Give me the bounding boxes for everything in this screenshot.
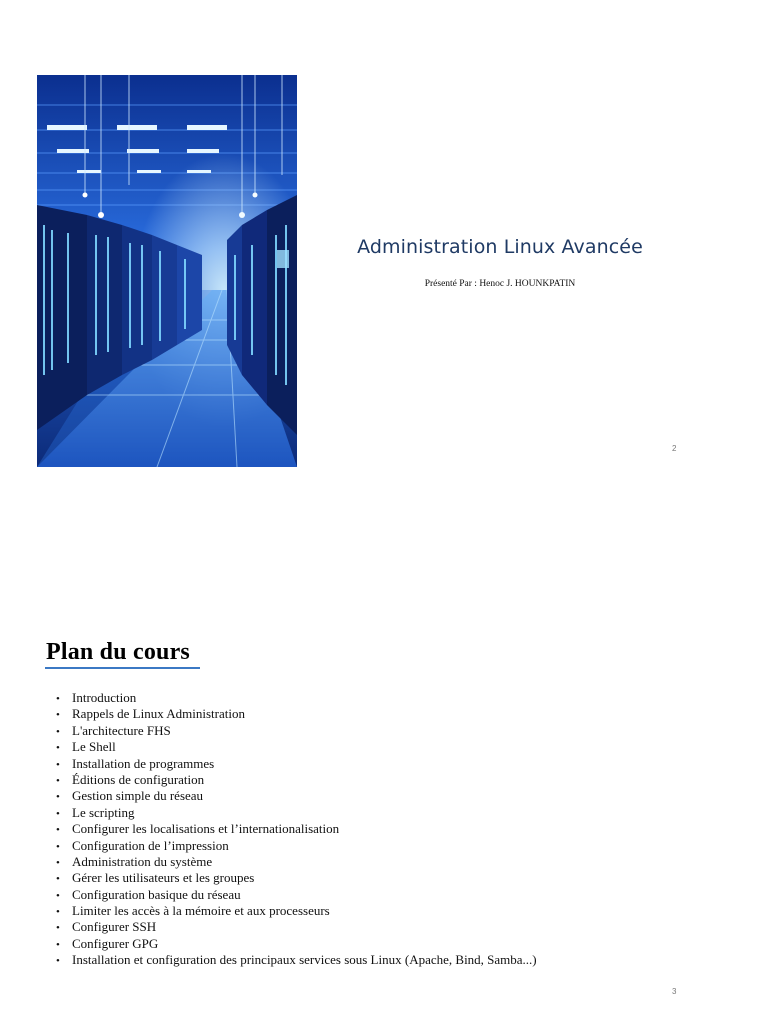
list-item xyxy=(56,854,537,870)
list-item-text: Le Shell xyxy=(72,739,116,755)
list-item-text: Configuration de l’impression xyxy=(72,837,229,853)
list-item xyxy=(56,756,537,772)
list-item xyxy=(56,772,537,788)
page-number: 2 xyxy=(672,444,677,453)
list-item-text: Éditions de configuration xyxy=(72,771,205,787)
list-item xyxy=(56,936,537,952)
page-number: 3 xyxy=(672,987,677,996)
bullet-icon: • xyxy=(56,922,60,935)
bullet-icon: • xyxy=(56,709,60,722)
bullet-icon: • xyxy=(56,873,60,886)
list-item xyxy=(56,723,537,739)
list-item xyxy=(56,903,537,919)
presentation-title: Administration Linux Avancée xyxy=(357,236,643,258)
list-item-text: Gestion simple du réseau xyxy=(72,788,204,804)
bullet-icon: • xyxy=(56,791,60,804)
list-item-text: L'architecture FHS xyxy=(72,722,171,738)
list-item-text: Configurer SSH xyxy=(72,919,157,935)
bullet-icon: • xyxy=(56,955,60,968)
list-item xyxy=(56,805,537,821)
bullet-icon: • xyxy=(56,758,60,771)
bullet-icon: • xyxy=(56,742,60,755)
list-item-text: Administration du système xyxy=(72,853,213,869)
list-item xyxy=(56,690,537,706)
bullet-icon: • xyxy=(56,807,60,820)
list-item xyxy=(56,838,537,854)
list-item xyxy=(56,706,537,722)
title-underline xyxy=(45,667,200,669)
bullet-icon: • xyxy=(56,889,60,902)
bullet-icon: • xyxy=(56,840,60,853)
list-item-text: Installation et configuration des principaux services sous Linux (Apache, Bind, Samba...) xyxy=(72,952,537,968)
list-item xyxy=(56,870,537,886)
list-item-text: Introduction xyxy=(72,690,137,705)
bullet-icon: • xyxy=(56,906,60,919)
list-item xyxy=(56,887,537,903)
list-item-text: Limiter les accès à la mémoire et aux processeurs xyxy=(72,903,330,919)
bullet-icon: • xyxy=(56,856,60,869)
list-item-text: Configurer les localisations et l’internationalisation xyxy=(72,821,340,837)
server-room-illustration xyxy=(37,75,297,467)
outline-list xyxy=(56,690,537,969)
bullet-icon: • xyxy=(56,693,60,705)
bullet-icon: • xyxy=(56,938,60,951)
list-item-text: Rappels de Linux Administration xyxy=(72,706,245,722)
list-item-text: Configurer GPG xyxy=(72,935,159,951)
list-item-text: Configuration basique du réseau xyxy=(72,886,241,902)
bullet-icon: • xyxy=(56,824,60,837)
list-item xyxy=(56,919,537,935)
list-item-text: Gérer les utilisateurs et les groupes xyxy=(72,870,255,886)
list-item-text: Installation de programmes xyxy=(72,755,215,771)
bullet-icon: • xyxy=(56,725,60,738)
list-item-text: Le scripting xyxy=(72,804,135,820)
bullet-icon: • xyxy=(56,774,60,787)
list-item xyxy=(56,739,537,755)
server-room-image xyxy=(37,75,297,467)
presenter-name: Présenté Par : Henoc J. HOUNKPATIN xyxy=(424,279,576,289)
slide-outline xyxy=(0,512,768,1024)
list-item xyxy=(56,788,537,804)
outline-title: Plan du cours xyxy=(46,639,190,665)
list-item xyxy=(56,821,537,837)
list-item xyxy=(56,952,537,968)
